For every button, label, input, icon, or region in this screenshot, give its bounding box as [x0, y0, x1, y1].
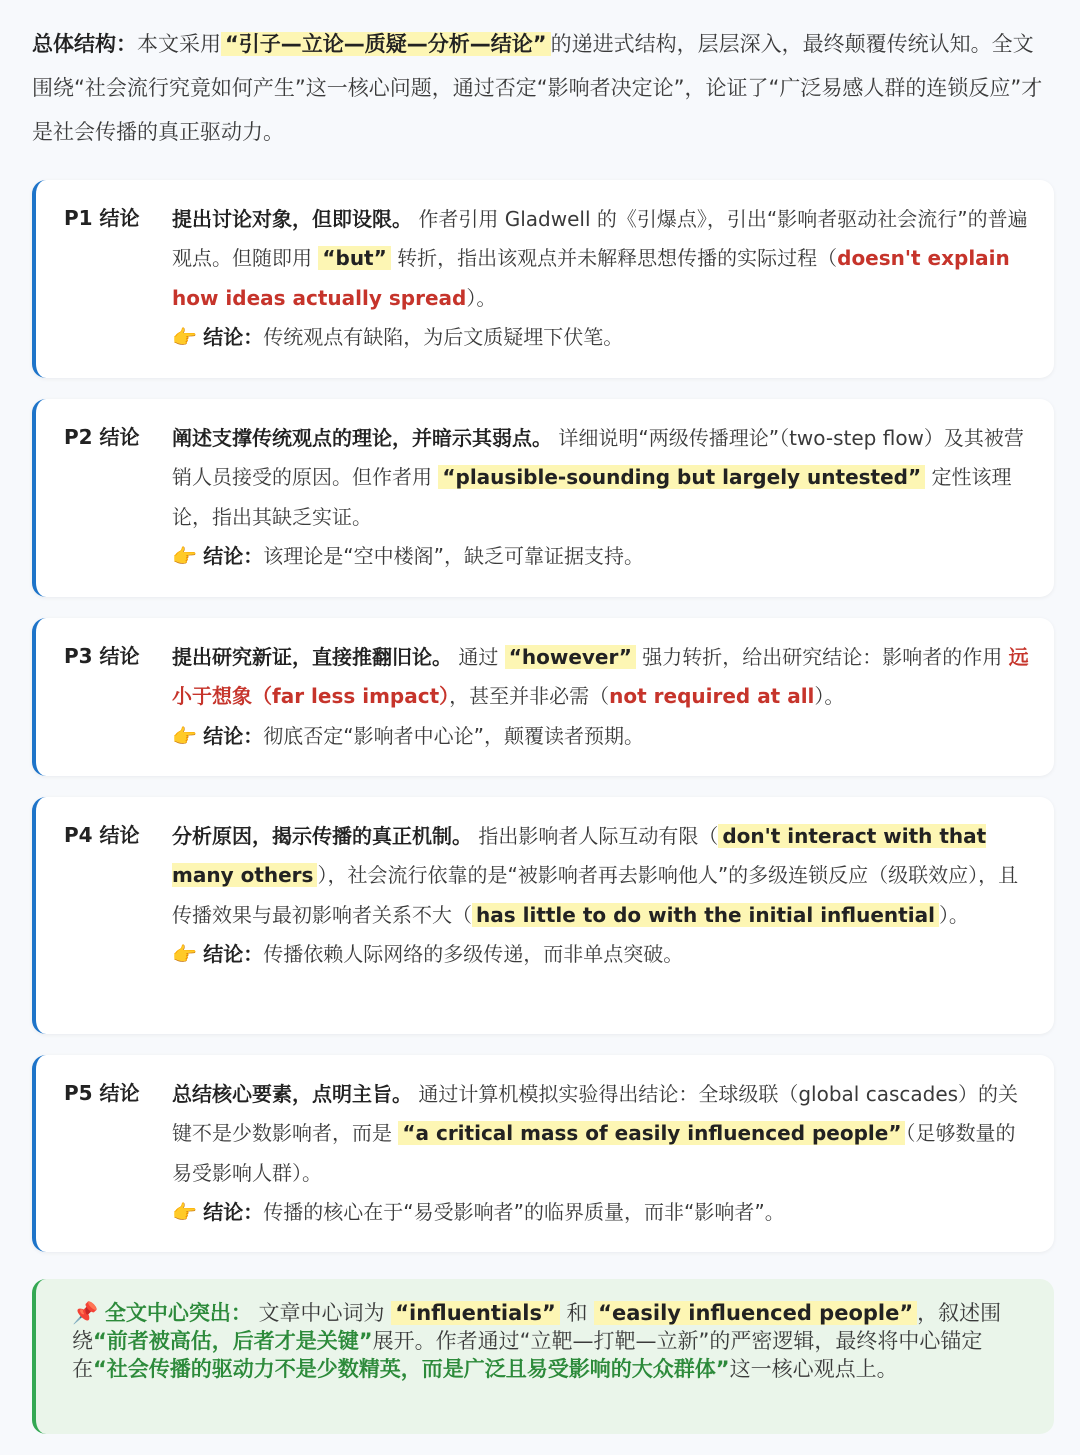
p4-text-3: ）。: [938, 902, 969, 927]
p3-highlight: “however”: [505, 645, 636, 669]
p3-text-1: 通过: [458, 645, 499, 669]
intro-paragraph: [32, 22, 1052, 154]
p3-body: [172, 638, 1032, 756]
p4-text-1: 指出影响者人际互动有限（: [478, 824, 719, 848]
p2-conclusion: [172, 537, 1032, 576]
p5-text-1: 通过计算机模拟实验得出结论：全球级联（global cascades）的关键不是少数影响者，而是: [172, 1082, 1019, 1146]
p4-highlight-1: don't interact with that many others: [172, 824, 987, 888]
p3-red-quote-1: 远小于想象（far less impact）: [172, 645, 1029, 709]
p4-tag: P4 结论: [64, 823, 140, 847]
p5-text-2: （足够数量的易受影响人群）。: [172, 1121, 1016, 1185]
p4-conclusion: [172, 935, 1032, 974]
p2-body: [172, 419, 1032, 576]
p5-conclusion-label: 结论：: [203, 1199, 264, 1224]
summary-text-2: 和: [566, 1301, 588, 1325]
summary-highlight-2: “easily influenced people”: [594, 1301, 917, 1325]
p3-conclusion: [172, 717, 1032, 756]
p5-lead: 总结核心要素，点明主旨。: [172, 1082, 412, 1106]
summary-text-5: 这一核心观点上。: [729, 1357, 898, 1381]
p2-conclusion-text: 该理论是“空中楼阁”，缺乏可靠证据支持。: [263, 543, 644, 568]
p4-conclusion-text: 传播依赖人际网络的多级传递，而非单点突破。: [263, 941, 684, 966]
p5-conclusion: [172, 1193, 1032, 1232]
p1-conclusion: [172, 318, 1032, 357]
p4-card: [32, 797, 1054, 1034]
pointing-hand-icon: 👉: [172, 324, 197, 349]
p3-conclusion-text: 彻底否定“影响者中心论”，颠覆读者预期。: [263, 723, 644, 748]
summary-highlight-1: “influentials”: [391, 1301, 560, 1325]
intro-structure-highlight: “引子—立论—质疑—分析—结论”: [221, 32, 551, 56]
pointing-hand-icon: 👉: [172, 543, 197, 568]
summary-text-1: 文章中心词为: [258, 1301, 385, 1325]
summary-green-1: “前者被高估，后者才是关键”: [93, 1329, 373, 1353]
p1-text-3: ）。: [466, 285, 497, 310]
summary-text-3: ，叙述围绕: [72, 1301, 1002, 1353]
p2-text-1: 详细说明“两级传播理论”（two-step flow）及其被营销人员接受的原因。但作者用: [172, 426, 1024, 490]
p4-text-2: ），社会流行依靠的是“被影响者再去影响他人”的多级连锁反应（级联效应），且传播效果与最初影响者关系不大（: [172, 863, 1019, 927]
p2-card: [32, 399, 1054, 597]
summary-body: [72, 1299, 1022, 1383]
p5-body: [172, 1075, 1032, 1232]
intro-text-1: 本文采用: [137, 32, 221, 56]
summary-text-4: 展开。作者通过“立靶—打靶—立新”的严密逻辑，最终将中心锚定在: [72, 1329, 983, 1381]
pointing-hand-icon: 👉: [172, 1199, 197, 1224]
summary-card: [32, 1279, 1054, 1434]
p3-text-4: ）。: [814, 684, 845, 709]
p3-card: [32, 618, 1054, 776]
p1-body: [172, 200, 1032, 357]
pointing-hand-icon: 👉: [172, 941, 197, 966]
p5-conclusion-text: 传播的核心在于“易受影响者”的临界质量，而非“影响者”。: [263, 1199, 785, 1224]
p3-text-3: ，甚至并非必需（: [449, 684, 610, 709]
p1-text-1: 作者引用 Gladwell 的《引爆点》，引出“影响者驱动社会流行”的普遍观点。但随即用: [172, 207, 1028, 271]
p4-conclusion-label: 结论：: [203, 941, 264, 966]
p2-tag: P2 结论: [64, 425, 140, 449]
p3-lead: 提出研究新证，直接推翻旧论。: [172, 645, 452, 669]
p5-highlight: “a critical mass of easily influenced people”: [398, 1121, 905, 1145]
intro-text-2: 的递进式结构，层层深入，最终颠覆传统认知。全文围绕“社会流行究竟如何产生”这一核心问题，通过否定“影响者决定论”，论证了“广泛易感人群的连锁反应”才是社会传播的真正驱动力。: [32, 32, 1043, 144]
p1-conclusion-label: 结论：: [203, 324, 264, 349]
p5-card: [32, 1055, 1054, 1252]
p2-conclusion-label: 结论：: [203, 543, 264, 568]
pointing-hand-icon: 👉: [172, 723, 197, 748]
p1-lead: 提出讨论对象，但即设限。: [172, 207, 412, 231]
p3-red-quote-2: not required at all: [609, 684, 815, 709]
pushpin-icon: 📌: [72, 1301, 99, 1325]
p2-highlight: “plausible-sounding but largely untested”: [438, 465, 925, 489]
p1-card: [32, 180, 1054, 378]
p1-tag: P1 结论: [64, 206, 140, 230]
p1-conclusion-text: 传统观点有缺陷，为后文质疑埋下伏笔。: [263, 324, 624, 349]
p3-tag: P3 结论: [64, 644, 140, 668]
p3-text-2: 强力转折，给出研究结论：影响者的作用: [642, 645, 1003, 669]
p5-tag: P5 结论: [64, 1081, 140, 1105]
p1-text-2: 转折，指出该观点并未解释思想传播的实际过程（: [397, 246, 838, 271]
summary-green-2: “社会传播的驱动力不是少数精英，而是广泛且易受影响的大众群体”: [93, 1357, 730, 1381]
p4-body: [172, 817, 1032, 974]
summary-label: 全文中心突出：: [104, 1301, 252, 1325]
intro-label: 总体结构：: [32, 32, 137, 56]
p1-highlight: “but”: [318, 246, 390, 270]
p4-highlight-2: has little to do with the initial influential: [472, 903, 939, 927]
p4-lead: 分析原因，揭示传播的真正机制。: [172, 824, 472, 848]
p2-text-2: 定性该理论，指出其缺乏实证。: [172, 465, 1012, 529]
p2-lead: 阐述支撑传统观点的理论，并暗示其弱点。: [172, 426, 552, 450]
p3-conclusion-label: 结论：: [203, 723, 264, 748]
p1-red-quote: doesn't explain how ideas actually spread: [172, 246, 1010, 310]
